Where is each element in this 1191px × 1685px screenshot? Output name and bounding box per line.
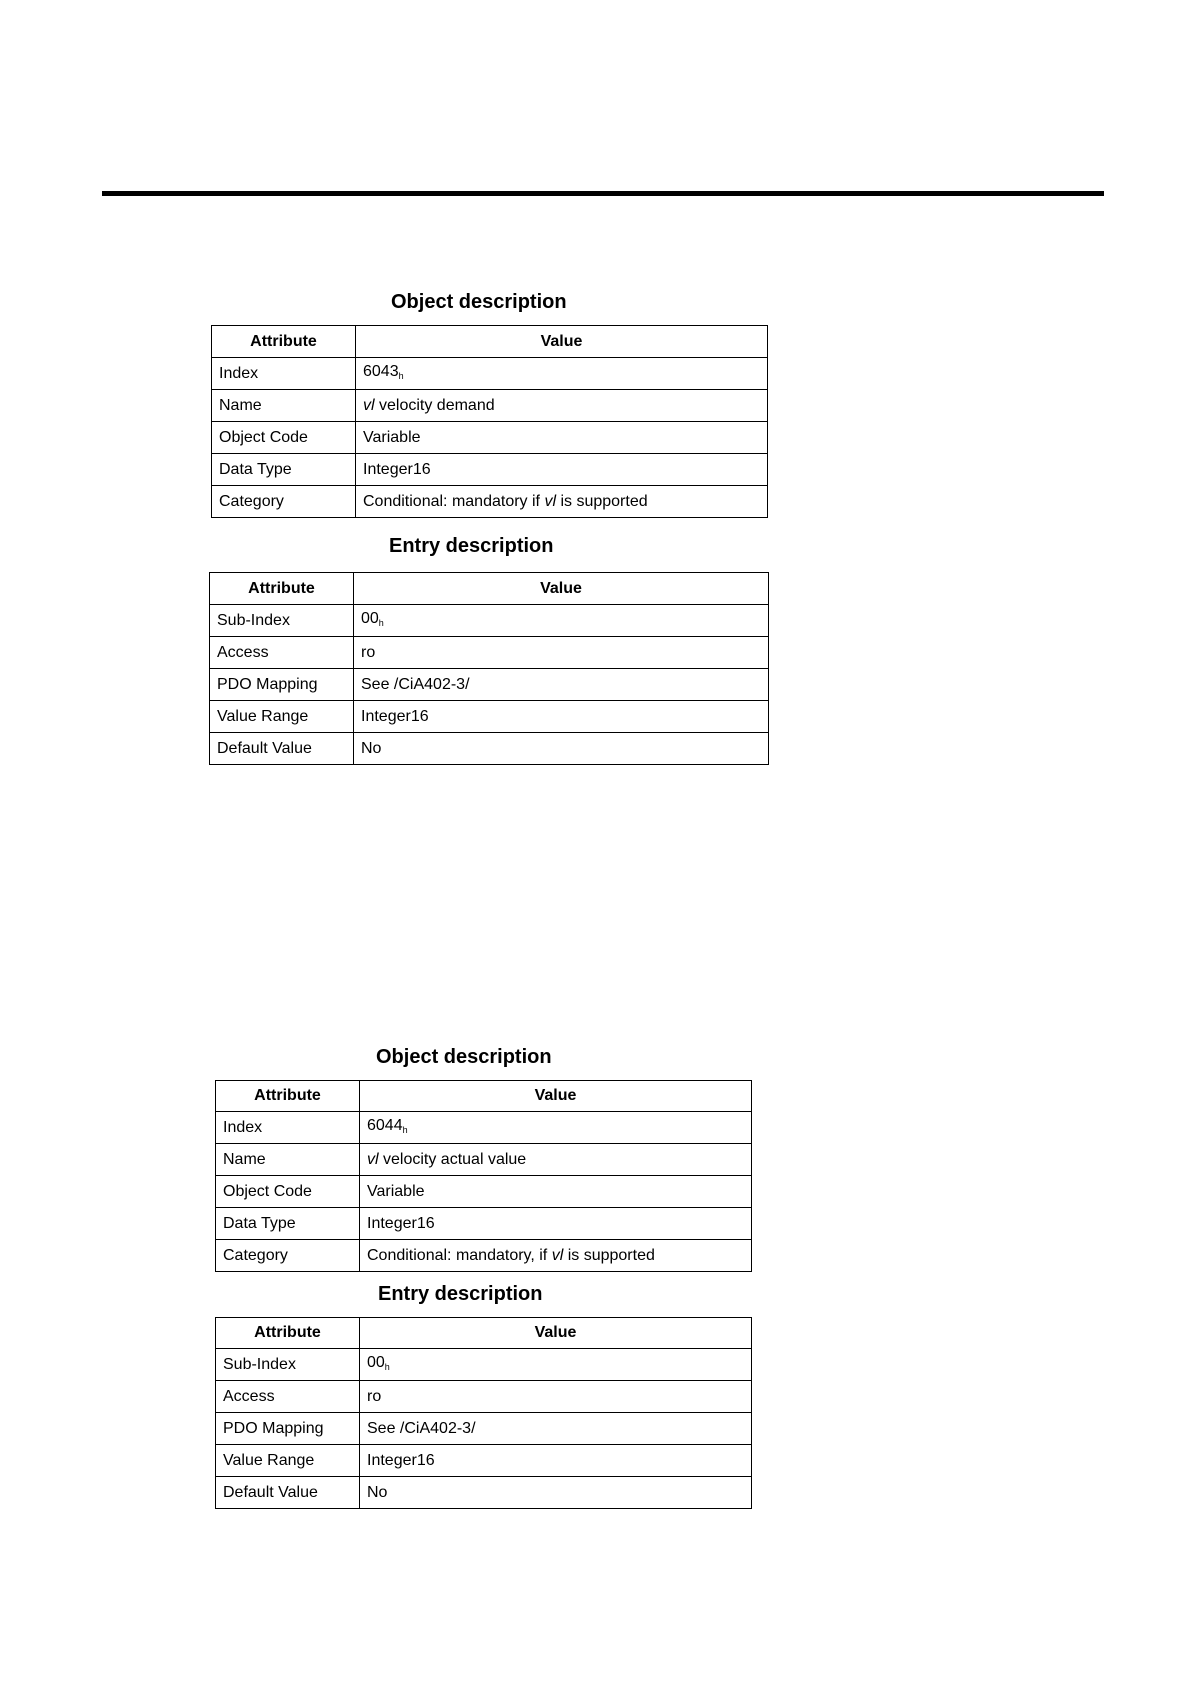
table-header-row [216,1081,752,1112]
attribute-cell: Access [216,1381,360,1413]
value-cell: $00_h$ [360,1349,752,1381]
attribute-cell: PDO Mapping [216,1413,360,1445]
table-row [216,1176,752,1208]
value-cell: Integer16 [360,1208,752,1240]
attribute-cell: Name [216,1144,360,1176]
attribute-cell: Data Type [212,454,356,486]
entry-description-caption: Entry description [389,535,554,557]
attribute-cell: Category [216,1240,360,1272]
table-row [216,1381,752,1413]
value-cell: See /CiA402-3/ [360,1413,752,1445]
value-cell: Conditional: mandatory if vl is supported [356,486,768,518]
attribute-cell: Value Range [210,701,354,733]
value-cell: vl velocity actual value [360,1144,752,1176]
table-row [216,1240,752,1272]
value-header: Value [356,326,768,358]
attribute-cell: Default Value [216,1477,360,1509]
value-cell: vl velocity demand [356,390,768,422]
value-cell: Variable [360,1176,752,1208]
attribute-cell: Name [212,390,356,422]
object-description-table [211,325,768,518]
attribute-header: Attribute [212,326,356,358]
attribute-cell: Index [212,358,356,390]
attribute-cell: Index [216,1112,360,1144]
attribute-cell: Object Code [212,422,356,454]
value-header: Value [354,573,769,605]
table-row [210,637,769,669]
attribute-cell: Sub-Index [216,1349,360,1381]
value-header: Value [360,1081,752,1112]
table-row [216,1112,752,1144]
value-cell: Integer16 [360,1445,752,1477]
table-row [212,422,768,454]
attribute-header: Attribute [216,1081,360,1112]
table-row [216,1349,752,1381]
value-cell: ro [354,637,769,669]
value-cell: Integer16 [356,454,768,486]
value-cell: Variable [356,422,768,454]
attribute-header: Attribute [210,573,354,605]
entry-description-table [215,1317,752,1509]
table-row [212,454,768,486]
value-cell: Integer16 [354,701,769,733]
value-cell: No [354,733,769,765]
entry-description-table [209,572,769,765]
attribute-cell: Access [210,637,354,669]
table-row [210,701,769,733]
object-description-caption: Object description [376,1046,552,1068]
value-cell: See /CiA402-3/ [354,669,769,701]
value-cell: ro [360,1381,752,1413]
table-header-row [216,1318,752,1349]
attribute-cell: PDO Mapping [210,669,354,701]
table-row [216,1477,752,1509]
table-header-row [212,326,768,358]
entry-description-caption: Entry description [378,1283,543,1305]
table-row [210,605,769,637]
table-header-row [210,573,769,605]
table-row [216,1144,752,1176]
attribute-header: Attribute [216,1318,360,1349]
value-cell: No [360,1477,752,1509]
table-row [210,669,769,701]
table-row [212,486,768,518]
top-rule [102,191,1104,196]
table-row [216,1208,752,1240]
table-row [216,1445,752,1477]
value-cell: $6043_h$ [356,358,768,390]
table-row [212,390,768,422]
attribute-cell: Category [212,486,356,518]
attribute-cell: Data Type [216,1208,360,1240]
object-description-caption: Object description [391,291,567,313]
table-row [216,1413,752,1445]
table-row [210,733,769,765]
object-description-table [215,1080,752,1272]
value-cell: $00_h$ [354,605,769,637]
attribute-cell: Object Code [216,1176,360,1208]
attribute-cell: Default Value [210,733,354,765]
value-cell: Conditional: mandatory, if vl is supported [360,1240,752,1272]
attribute-cell: Sub-Index [210,605,354,637]
table-row [212,358,768,390]
value-header: Value [360,1318,752,1349]
attribute-cell: Value Range [216,1445,360,1477]
value-cell: $6044_h$ [360,1112,752,1144]
